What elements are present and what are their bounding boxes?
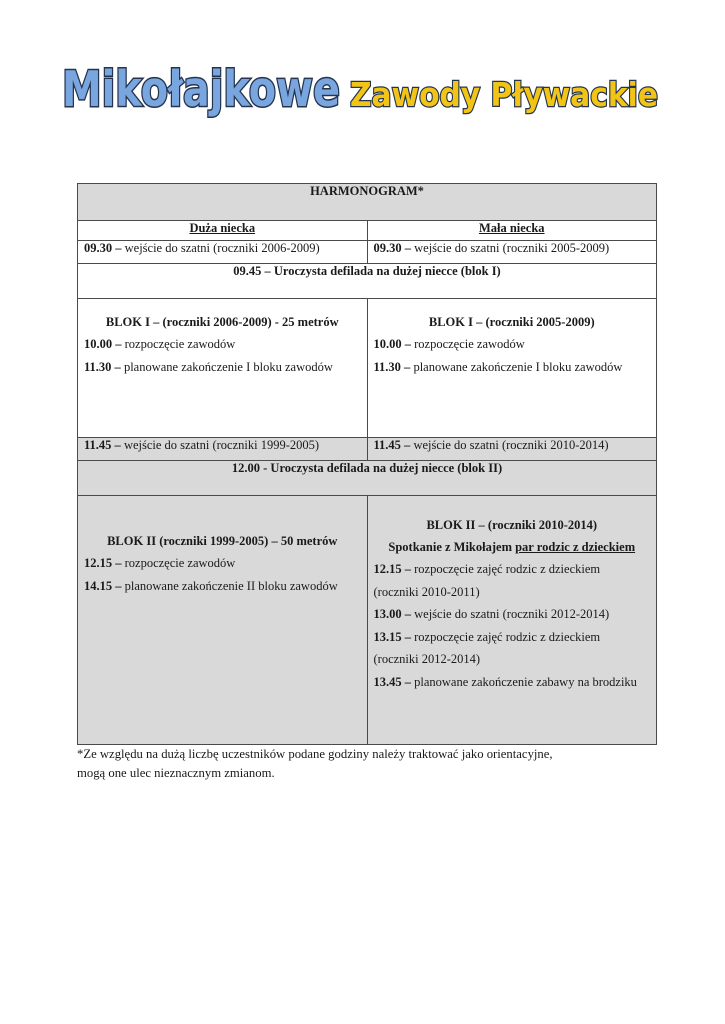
blok-1-mala-niecka [367,299,657,438]
schedule-line: 10.00 – rozpoczęcie zawodów [373,337,525,351]
blok-subtitle: Spotkanie z Mikołajem par rodzic z dzieckiem [388,540,636,554]
blok-title: BLOK II (roczniki 1999-2005) – 50 metrów [107,534,338,548]
defilada-blok-2: 12.00 - Uroczysta defilada na dużej niecce (blok II) [78,461,657,496]
blok-2-duza-niecka [78,496,368,745]
row-szatnia-right [367,241,657,264]
schedule-line: 13.00 – wejście do szatni (roczniki 2012-2014) [373,607,610,621]
event-title-logo [58,56,664,126]
banner-title-main: Mikołajkowe [62,61,340,118]
blok-1-duza-niecka [78,299,368,438]
blok-2-mala-niecka [367,496,657,745]
time-label: 09.30 – [84,241,122,255]
schedule-line-cont: (roczniki 2012-2014) [373,652,481,666]
footnote-line-2: mogą one ulec nieznacznym zmianom. [77,766,275,780]
schedule-line-cont: (roczniki 2010-2011) [373,584,480,599]
footnote [77,745,677,783]
blok-title: BLOK I – (roczniki 2006-2009) - 25 metrów [105,315,339,329]
time-label: 11.45 – [84,438,121,452]
time-label: 11.45 – [373,438,411,452]
row-text: wejście do szatni (roczniki 2010-2014) [410,438,609,452]
defilada-blok-1: 09.45 – Uroczysta defilada na dużej niecce (blok I) [78,264,657,299]
schedule-line: 12.15 – rozpoczęcie zajęć rodzic z dzieckiem [373,562,601,576]
schedule-line: 12.15 – rozpoczęcie zawodów [84,556,236,570]
schedule-title: HARMONOGRAM* [78,184,657,221]
row-text: wejście do szatni (roczniki 1999-2005) [120,438,320,452]
row-szatnia-2-right [367,438,657,461]
event-banner [58,56,664,126]
schedule-line: 13.45 – planowane zakończenie zabawy na brodziku [373,674,637,689]
footnote-line-1: *Ze względu na dużą liczbę uczestników podane godziny należy traktować jako orientacyjne, [77,747,553,761]
row-szatnia-left [78,241,368,264]
blok-title: BLOK II – (roczniki 2010-2014) [426,518,598,532]
schedule-table [77,183,657,745]
time-label: 09.30 – [373,241,411,255]
schedule-line: 11.30 – planowane zakończenie I bloku zawodów [84,359,333,374]
schedule-line: 11.30 – planowane zakończenie I bloku zawodów [373,359,623,374]
row-szatnia-2-left [78,438,368,461]
column-header-mala-niecka: Mała niecka [367,221,657,241]
schedule-line: 13.15 – rozpoczęcie zajęć rodzic z dzieckiem [373,629,601,644]
blok-title: BLOK I – (roczniki 2005-2009) [428,315,595,329]
banner-title-sub: Zawody Pływackie [350,75,658,114]
row-text: wejście do szatni (roczniki 2006-2009) [121,241,320,255]
column-header-duza-niecka: Duża niecka [78,221,368,241]
schedule-line: 10.00 – rozpoczęcie zawodów [84,337,236,351]
schedule-line: 14.15 – planowane zakończenie II bloku zawodów [84,578,338,593]
row-text: wejście do szatni (roczniki 2005-2009) [411,241,610,255]
